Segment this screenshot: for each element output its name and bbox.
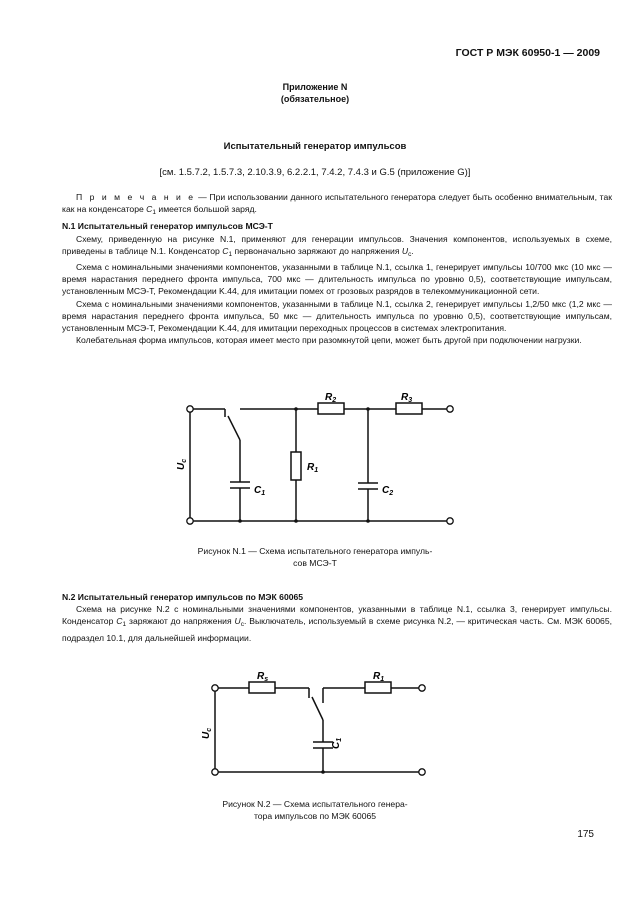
section-2-paragraph-1: Схема на рисунке N.2 с номинальными значениями компонентов, указанными в таблице N.1, ссылка 3, генерирует импульсы. Конденсатор $C_1$ заряжают до напряжения $U_c$. Выключатель, используемый в схеме рисунка N.2, — критическая часть. См. МЭК 60065, подраздел 10.1, для дальнейшей информации. xyxy=(62,604,612,643)
page-number: 175 xyxy=(577,829,594,840)
references-line: [см. 1.5.7.2, 1.5.7.3, 2.10.3.9, 6.2.2.1, 7.4.2, 7.4.3 и G.5 (приложение G)] xyxy=(159,167,471,178)
standard-header: ГОСТ Р МЭК 60950-1 — 2009 xyxy=(455,47,600,59)
section-1-paragraph-1: Схему, приведенную на рисунке N.1, применяют для генерации импульсов. Значения компонентов, используемых в схеме, приведены в таблице N.1. Конденсатор $C_1$ первоначально заряжают до напряжения $U_c$. xyxy=(62,233,612,258)
section-1-paragraph-2: Схема с номинальными значениями компонентов, указанными в таблице N.1, ссылка 1, генерирует импульсы 10/700 мкс (10 мкс — время нарастания переднего фронта импульса, 700 мкс — длительность импульса по уровню 0,5), соответствующие импульсам, установленным МСЭ-Т, Рекомендации K.44, для имитации помех от грозовых разрядов в телекоммуникационной сети. xyxy=(62,262,612,297)
note-label: П р и м е ч а н и е xyxy=(76,192,196,202)
annex-status: (обязательное) xyxy=(280,94,350,104)
fig1-label-c1: $C_1$ xyxy=(254,485,266,497)
figure-n2-caption: Рисунок N.2 — Схема испытательного генера- тора импульсов по МЭК 60065 xyxy=(222,799,408,821)
section-1-text xyxy=(62,191,612,346)
section-1-paragraph-4: Колебательная форма импульсов, которая имеет место при разомкнутой цепи, может быть другой при подключении нагрузки. xyxy=(76,335,582,346)
document-title: Испытательный генератор импульсов xyxy=(223,141,407,152)
fig2-label-uc: $U_c$ xyxy=(201,727,213,739)
figure-n2-circuit xyxy=(195,665,440,785)
fig1-label-c2: $C_2$ xyxy=(382,485,394,497)
fig2-label-r1: $R_1$ xyxy=(373,671,385,683)
section-2-text xyxy=(62,591,612,644)
note-paragraph: П р и м е ч а н и е — При использовании данного испытательного генератора следует быть особенно внимательным, так как на конденсаторе $C_1$ имеется большой заряд. xyxy=(62,192,613,217)
fig2-label-rs: $R_s$ xyxy=(257,671,269,683)
fig2-label-c1: $C_1$ xyxy=(331,737,343,749)
section-2-heading: N.2 Испытательный генератор импульсов по МЭК 60065 xyxy=(62,592,304,602)
figure-n1-circuit xyxy=(170,390,470,535)
fig1-label-r2: $R_2$ xyxy=(325,392,337,404)
annex-heading xyxy=(0,81,630,105)
section-1-heading: N.1 Испытательный генератор импульсов МСЭ-Т xyxy=(62,221,273,232)
fig1-label-r1: $R_1$ xyxy=(307,462,319,474)
section-1-paragraph-3: Схема с номинальными значениями компонентов, указанными в таблице N.1, ссылка 2, генерирует импульсы 1,2/50 мкс (1,2 мкс — время нарастания переднего фронта импульса, 50 мкс — длительность импульса по уровню 0,5), соответствующие импульсам, установленным МСЭ-Т, Рекомендации K.44, для имитации переходных процессов в системах электропитания. xyxy=(62,298,612,334)
fig1-label-r3: $R_3$ xyxy=(401,392,413,404)
fig1-label-uc: $U_c$ xyxy=(176,458,188,470)
figure-n1-caption: Рисунок N.1 — Схема испытательного генератора импуль- сов МСЭ-Т xyxy=(197,546,433,568)
annex-title: Приложение N xyxy=(282,82,348,92)
